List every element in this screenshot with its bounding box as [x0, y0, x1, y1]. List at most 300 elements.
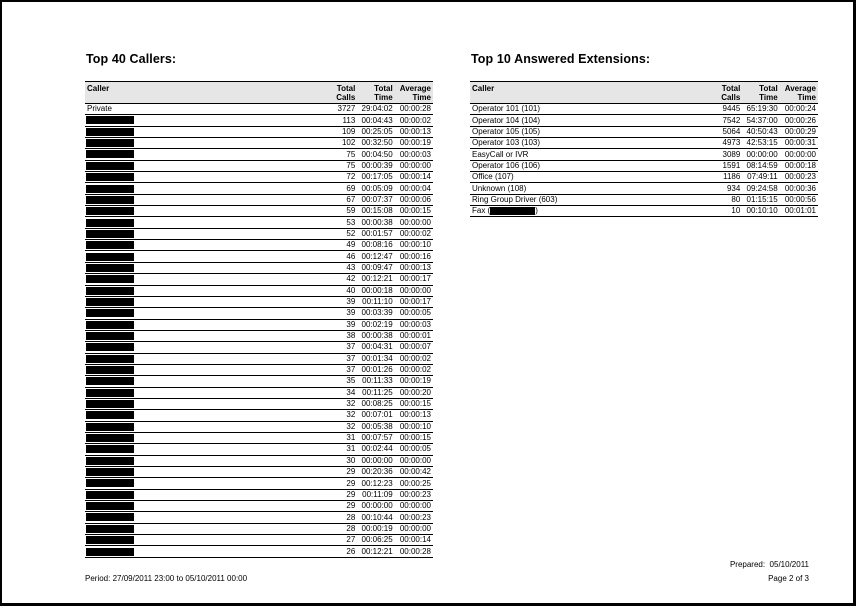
redacted-caller-bar [86, 264, 134, 272]
total-time-cell: 09:24:58 [742, 183, 779, 194]
average-time-cell: 00:00:28 [395, 104, 433, 115]
total-time-cell: 00:05:09 [357, 183, 394, 194]
redacted-caller-bar [86, 468, 134, 476]
total-time-cell: 00:11:33 [357, 376, 394, 387]
total-time-cell: 00:00:38 [357, 217, 394, 228]
total-time-cell: 00:00:38 [357, 330, 394, 341]
average-time-cell: 00:00:00 [395, 501, 433, 512]
caller-cell [470, 194, 710, 205]
total-calls-cell: 10 [710, 206, 742, 217]
caller-cell [85, 319, 325, 330]
average-time-cell: 00:00:03 [395, 149, 433, 160]
top-callers-table [85, 81, 433, 558]
total-time-cell: 00:00:00 [357, 455, 394, 466]
caller-cell [85, 421, 325, 432]
redacted-caller-bar [86, 400, 134, 408]
redacted-caller-bar [86, 185, 134, 193]
caller-cell [470, 115, 710, 126]
total-calls-column-header: Total Calls [710, 82, 742, 104]
caller-cell [85, 523, 325, 534]
table-row [85, 319, 433, 330]
average-time-cell: 00:00:13 [395, 262, 433, 273]
table-row [85, 285, 433, 296]
average-time-cell: 00:00:05 [395, 444, 433, 455]
average-time-cell: 00:00:02 [395, 115, 433, 126]
table-row [85, 330, 433, 341]
table-row [470, 206, 818, 217]
table-row [85, 535, 433, 546]
total-calls-cell: 53 [325, 217, 357, 228]
caller-name: Fax ( [472, 206, 491, 216]
average-time-cell: 00:00:14 [395, 535, 433, 546]
table-row [85, 206, 433, 217]
caller-column-header: Caller [470, 82, 710, 104]
total-time-cell: 00:10:44 [357, 512, 394, 523]
total-calls-cell: 29 [325, 489, 357, 500]
caller-cell [85, 274, 325, 285]
caller-cell [85, 228, 325, 239]
total-calls-cell: 40 [325, 285, 357, 296]
average-time-cell: 00:00:29 [780, 126, 818, 137]
total-calls-cell: 28 [325, 523, 357, 534]
total-time-cell: 00:05:38 [357, 421, 394, 432]
caller-cell [470, 104, 710, 115]
table-row [85, 160, 433, 171]
total-time-cell: 00:15:08 [357, 206, 394, 217]
total-calls-cell: 39 [325, 319, 357, 330]
redacted-caller-bar [86, 207, 134, 215]
total-calls-cell: 109 [325, 126, 357, 137]
redacted-caller-bar [86, 411, 134, 419]
page-number: Page 2 of 3 [768, 574, 809, 583]
average-time-cell: 00:00:15 [395, 206, 433, 217]
table-row [85, 149, 433, 160]
caller-cell [85, 308, 325, 319]
table-row [85, 342, 433, 353]
caller-cell [85, 126, 325, 137]
total-time-cell: 00:20:36 [357, 467, 394, 478]
average-time-cell: 00:01:01 [780, 206, 818, 217]
total-time-cell: 00:00:39 [357, 160, 394, 171]
average-time-cell: 00:00:26 [780, 115, 818, 126]
table-row [85, 455, 433, 466]
average-time-cell: 00:00:05 [395, 308, 433, 319]
total-calls-cell: 42 [325, 274, 357, 285]
redacted-caller-bar [86, 457, 134, 465]
average-time-cell: 00:00:00 [395, 160, 433, 171]
total-calls-cell: 26 [325, 546, 357, 557]
total-calls-cell: 38 [325, 330, 357, 341]
caller-cell [470, 160, 710, 171]
top-callers-title: Top 40 Callers: [86, 52, 177, 66]
redacted-caller-bar [86, 479, 134, 487]
caller-cell [85, 478, 325, 489]
redacted-caller-bar [86, 253, 134, 261]
average-time-cell: 00:00:00 [395, 285, 433, 296]
total-time-cell: 00:08:16 [357, 240, 394, 251]
caller-name: Unknown (108) [472, 183, 527, 193]
average-time-cell: 00:00:02 [395, 353, 433, 364]
caller-cell [85, 432, 325, 443]
table-row [85, 489, 433, 500]
table-row [470, 160, 818, 171]
redacted-caller-bar [86, 536, 134, 544]
average-time-cell: 00:00:18 [780, 160, 818, 171]
redacted-caller-bar [86, 377, 134, 385]
total-calls-cell: 34 [325, 387, 357, 398]
average-time-cell: 00:00:23 [395, 489, 433, 500]
average-time-column-header: Average Time [395, 82, 433, 104]
redacted-caller-bar [86, 298, 134, 306]
average-time-cell: 00:00:13 [395, 410, 433, 421]
table-row [85, 194, 433, 205]
average-time-cell: 00:00:19 [395, 138, 433, 149]
table-row [85, 467, 433, 478]
redacted-caller-bar [86, 445, 134, 453]
table-row [85, 274, 433, 285]
caller-cell [85, 217, 325, 228]
total-calls-cell: 37 [325, 342, 357, 353]
redacted-caller-bar [86, 491, 134, 499]
total-time-cell: 00:00:19 [357, 523, 394, 534]
total-time-cell: 00:12:47 [357, 251, 394, 262]
caller-column-header: Caller [85, 82, 325, 104]
table-row [85, 421, 433, 432]
prepared-label: Prepared: [729, 560, 766, 569]
total-time-cell: 65:19:30 [742, 104, 779, 115]
total-time-cell: 00:00:18 [357, 285, 394, 296]
total-time-cell: 40:50:43 [742, 126, 779, 137]
total-time-column-header: Total Time [742, 82, 779, 104]
table-row [470, 149, 818, 160]
total-time-cell: 00:01:57 [357, 228, 394, 239]
total-calls-cell: 7542 [710, 115, 742, 126]
total-time-cell: 00:00:00 [742, 149, 779, 160]
average-time-cell: 00:00:00 [395, 523, 433, 534]
caller-cell [470, 126, 710, 137]
caller-cell [470, 183, 710, 194]
total-calls-cell: 29 [325, 501, 357, 512]
caller-cell [85, 172, 325, 183]
caller-cell [85, 501, 325, 512]
redacted-caller-bar [86, 389, 134, 397]
average-time-cell: 00:00:02 [395, 364, 433, 375]
redacted-caller-bar [86, 366, 134, 374]
average-time-cell: 00:00:10 [395, 421, 433, 432]
average-time-cell: 00:00:23 [780, 172, 818, 183]
redacted-caller-bar [86, 423, 134, 431]
caller-cell [85, 387, 325, 398]
table-row [85, 251, 433, 262]
total-time-column-header: Total Time [357, 82, 394, 104]
total-calls-cell: 49 [325, 240, 357, 251]
caller-cell [85, 183, 325, 194]
table-row [470, 138, 818, 149]
total-calls-cell: 67 [325, 194, 357, 205]
report-period: Period: 27/09/2011 23:00 to 05/10/2011 00:00 [85, 574, 248, 583]
total-time-cell: 00:01:26 [357, 364, 394, 375]
total-calls-cell: 29 [325, 478, 357, 489]
total-time-cell: 00:00:00 [357, 501, 394, 512]
table-row [85, 183, 433, 194]
average-time-cell: 00:00:17 [395, 296, 433, 307]
caller-name: Operator 105 (105) [472, 126, 541, 136]
total-time-cell: 00:04:31 [357, 342, 394, 353]
caller-cell [470, 149, 710, 160]
caller-cell [85, 489, 325, 500]
table-row [85, 104, 433, 115]
table-row [85, 126, 433, 137]
total-time-cell: 00:03:39 [357, 308, 394, 319]
caller-name: Ring Group Driver (603) [472, 194, 558, 204]
average-time-cell: 00:00:28 [395, 546, 433, 557]
caller-cell [85, 535, 325, 546]
caller-cell [85, 353, 325, 364]
table-row [85, 262, 433, 273]
prepared-value: 05/10/2011 [769, 560, 809, 569]
caller-cell [85, 512, 325, 523]
average-time-cell: 00:00:19 [395, 376, 433, 387]
caller-cell [85, 138, 325, 149]
total-time-cell: 00:06:25 [357, 535, 394, 546]
caller-name: Private [87, 104, 112, 114]
average-time-cell: 00:00:07 [395, 342, 433, 353]
redacted-caller-bar [86, 513, 134, 521]
redacted-caller-bar [86, 321, 134, 329]
table-row [85, 138, 433, 149]
redacted-number-bar [490, 207, 535, 215]
caller-cell [85, 285, 325, 296]
total-time-cell: 29:04:02 [357, 104, 394, 115]
total-time-cell: 00:04:50 [357, 149, 394, 160]
prepared-date [730, 560, 809, 569]
total-calls-cell: 113 [325, 115, 357, 126]
table-row [470, 183, 818, 194]
table-row [85, 546, 433, 557]
table-row [85, 410, 433, 421]
total-time-cell: 00:07:57 [357, 432, 394, 443]
total-time-cell: 00:25:05 [357, 126, 394, 137]
average-time-cell: 00:00:01 [395, 330, 433, 341]
total-calls-cell: 102 [325, 138, 357, 149]
total-calls-cell: 32 [325, 421, 357, 432]
total-time-cell: 07:49:11 [742, 172, 779, 183]
total-time-cell: 08:14:59 [742, 160, 779, 171]
caller-cell [85, 467, 325, 478]
table-row [85, 398, 433, 409]
caller-name-suffix: ) [535, 206, 538, 216]
total-calls-cell: 72 [325, 172, 357, 183]
redacted-caller-bar [86, 241, 134, 249]
total-calls-cell: 1186 [710, 172, 742, 183]
total-calls-cell: 5064 [710, 126, 742, 137]
total-calls-cell: 28 [325, 512, 357, 523]
total-calls-cell: 31 [325, 432, 357, 443]
total-time-cell: 00:07:37 [357, 194, 394, 205]
total-calls-cell: 1591 [710, 160, 742, 171]
caller-cell [85, 296, 325, 307]
caller-name: Operator 101 (101) [472, 104, 541, 114]
caller-name: Operator 106 (106) [472, 160, 541, 170]
table-row [85, 217, 433, 228]
total-time-cell: 00:01:34 [357, 353, 394, 364]
total-calls-cell: 32 [325, 398, 357, 409]
caller-cell [85, 149, 325, 160]
total-calls-cell: 75 [325, 160, 357, 171]
redacted-caller-bar [86, 434, 134, 442]
total-calls-cell: 39 [325, 296, 357, 307]
caller-cell [85, 115, 325, 126]
average-time-cell: 00:00:00 [395, 217, 433, 228]
total-time-cell: 00:02:44 [357, 444, 394, 455]
average-time-cell: 00:00:56 [780, 194, 818, 205]
redacted-caller-bar [86, 525, 134, 533]
table-row [470, 194, 818, 205]
total-time-cell: 00:32:50 [357, 138, 394, 149]
table-row [85, 228, 433, 239]
total-time-cell: 00:17:05 [357, 172, 394, 183]
top-extensions-title: Top 10 Answered Extensions: [471, 52, 651, 66]
table-row [85, 501, 433, 512]
total-calls-cell: 52 [325, 228, 357, 239]
total-calls-cell: 32 [325, 410, 357, 421]
total-time-cell: 00:09:47 [357, 262, 394, 273]
redacted-caller-bar [86, 287, 134, 295]
total-calls-cell: 46 [325, 251, 357, 262]
table-header-row [470, 82, 818, 104]
caller-cell [85, 398, 325, 409]
caller-cell [85, 251, 325, 262]
table-row [470, 115, 818, 126]
total-time-cell: 00:04:43 [357, 115, 394, 126]
table-row [470, 126, 818, 137]
table-row [85, 172, 433, 183]
table-row [85, 240, 433, 251]
caller-cell [470, 138, 710, 149]
redacted-caller-bar [86, 139, 134, 147]
average-time-cell: 00:00:00 [395, 455, 433, 466]
total-time-cell: 54:37:00 [742, 115, 779, 126]
table-row [85, 387, 433, 398]
redacted-caller-bar [86, 332, 134, 340]
total-calls-cell: 4973 [710, 138, 742, 149]
total-calls-cell: 75 [325, 149, 357, 160]
table-row [85, 376, 433, 387]
redacted-caller-bar [86, 219, 134, 227]
table-row [85, 523, 433, 534]
table-row [470, 172, 818, 183]
table-row [85, 512, 433, 523]
total-time-cell: 00:11:09 [357, 489, 394, 500]
total-time-cell: 00:12:23 [357, 478, 394, 489]
caller-cell [85, 262, 325, 273]
total-time-cell: 00:11:10 [357, 296, 394, 307]
caller-cell [85, 376, 325, 387]
total-time-cell: 00:11:25 [357, 387, 394, 398]
total-calls-cell: 69 [325, 183, 357, 194]
total-calls-cell: 3089 [710, 149, 742, 160]
total-calls-cell: 43 [325, 262, 357, 273]
average-time-cell: 00:00:15 [395, 398, 433, 409]
redacted-caller-bar [86, 150, 134, 158]
average-time-cell: 00:00:03 [395, 319, 433, 330]
total-calls-cell: 3727 [325, 104, 357, 115]
table-row [85, 444, 433, 455]
total-time-cell: 42:53:15 [742, 138, 779, 149]
total-calls-column-header: Total Calls [325, 82, 357, 104]
redacted-caller-bar [86, 128, 134, 136]
caller-cell [85, 104, 325, 115]
redacted-caller-bar [86, 173, 134, 181]
redacted-caller-bar [86, 116, 134, 124]
total-calls-cell: 37 [325, 353, 357, 364]
average-time-cell: 00:00:10 [395, 240, 433, 251]
redacted-caller-bar [86, 548, 134, 556]
table-row [470, 104, 818, 115]
total-calls-cell: 934 [710, 183, 742, 194]
caller-cell [85, 330, 325, 341]
table-row [85, 353, 433, 364]
total-time-cell: 00:12:21 [357, 546, 394, 557]
total-time-cell: 01:15:15 [742, 194, 779, 205]
average-time-cell: 00:00:23 [395, 512, 433, 523]
caller-cell [85, 194, 325, 205]
total-calls-cell: 27 [325, 535, 357, 546]
table-row [85, 432, 433, 443]
table-row [85, 296, 433, 307]
average-time-cell: 00:00:16 [395, 251, 433, 262]
average-time-cell: 00:00:31 [780, 138, 818, 149]
caller-name: Operator 104 (104) [472, 115, 541, 125]
average-time-cell: 00:00:15 [395, 432, 433, 443]
average-time-cell: 00:00:13 [395, 126, 433, 137]
caller-cell [85, 455, 325, 466]
caller-cell [470, 172, 710, 183]
redacted-caller-bar [86, 162, 134, 170]
table-row [85, 308, 433, 319]
redacted-caller-bar [86, 355, 134, 363]
redacted-caller-bar [86, 275, 134, 283]
table-row [85, 115, 433, 126]
total-calls-cell: 35 [325, 376, 357, 387]
average-time-cell: 00:00:00 [780, 149, 818, 160]
total-time-cell: 00:07:01 [357, 410, 394, 421]
average-time-cell: 00:00:02 [395, 228, 433, 239]
total-calls-cell: 37 [325, 364, 357, 375]
average-time-cell: 00:00:42 [395, 467, 433, 478]
average-time-cell: 00:00:06 [395, 194, 433, 205]
total-time-cell: 00:10:10 [742, 206, 779, 217]
total-time-cell: 00:08:25 [357, 398, 394, 409]
caller-cell [85, 240, 325, 251]
average-time-cell: 00:00:04 [395, 183, 433, 194]
caller-cell [85, 160, 325, 171]
table-header-row [85, 82, 433, 104]
redacted-caller-bar [86, 343, 134, 351]
table-row [85, 364, 433, 375]
total-calls-cell: 30 [325, 455, 357, 466]
average-time-cell: 00:00:25 [395, 478, 433, 489]
caller-cell [85, 444, 325, 455]
table-row [85, 478, 433, 489]
average-time-column-header: Average Time [780, 82, 818, 104]
redacted-caller-bar [86, 502, 134, 510]
redacted-caller-bar [86, 230, 134, 238]
total-calls-cell: 59 [325, 206, 357, 217]
total-calls-cell: 29 [325, 467, 357, 478]
redacted-caller-bar [86, 196, 134, 204]
caller-name: EasyCall or IVR [472, 149, 529, 159]
